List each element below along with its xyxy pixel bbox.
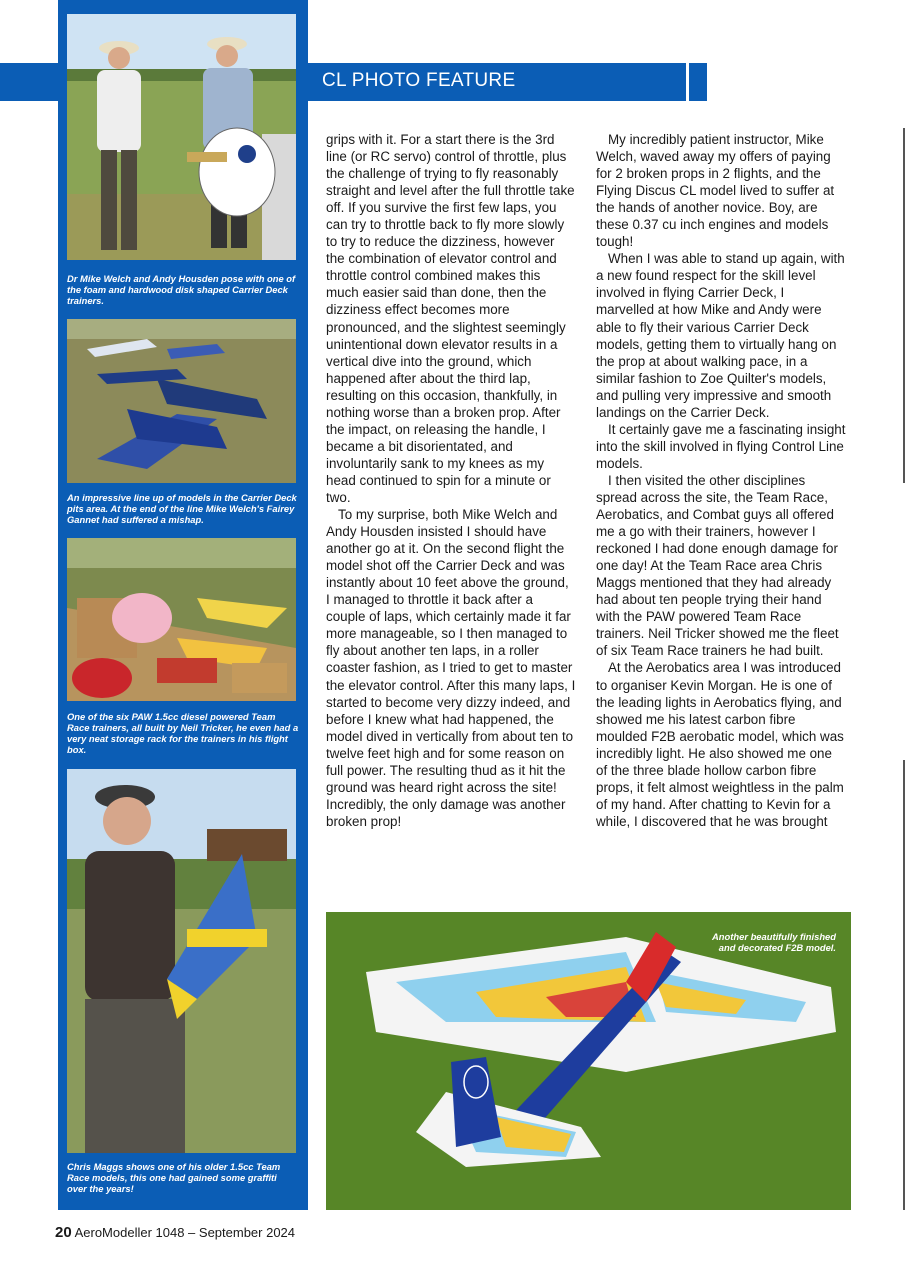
- photo-caption-1: Dr Mike Welch and Andy Housden pose with one of the foam and hardwood disk shaped Carrier Deck trainers.: [67, 273, 296, 306]
- page-footer: [55, 1224, 295, 1241]
- photo-chris-maggs: [67, 769, 296, 1153]
- main-photo-caption: Another beautifully finished and decorated F2B model.: [712, 931, 836, 953]
- photo-flight-box: [67, 538, 296, 701]
- publication-info: AeroModeller 1048 – September 2024: [74, 1225, 296, 1240]
- header-banner-tail: [689, 63, 707, 101]
- article-paragraph: At the Aerobatics area I was introduced to organiser Kevin Morgan. He is one of the leading lights in Aerobatics flying, and showed me his latest carbon fibre moulded F2B aerobatic model, which was incredibly light. He also showed me one of the three blade hollow carbon fibre props, it felt almost weightless in the palm of my hand. After chatting to Kevin for a while, I discovered that he was brought: [596, 660, 844, 829]
- article-column-1: [326, 131, 576, 830]
- header-banner-left: [0, 63, 58, 101]
- page-number: 20: [55, 1224, 72, 1241]
- photo-caption-3: One of the six PAW 1.5cc diesel powered Team Race trainers, all built by Neil Tricker, he even had a very neat storage rack for the trainers in his flight box.: [67, 711, 299, 755]
- article-paragraph: To my surprise, both Mike Welch and Andy Housden insisted I should have another go at it. On the second flight the model shot off the Carrier Deck and was instantly about 10 feet above the ground, I managed to throttle it back after a couple of laps, which certainly made it far more manageable, so I then managed to fly about another ten laps, in a roller coaster fashion, as I tried to get to master the elevator control. After this many laps, I started to become very dizzy indeed, and before I knew what had happened, the model dived in vertically from about ten to twelve feet high and for some reason on full power. The resulting thud as it hit the ground was heard right across the site! Incredibly, the only damage was another broken prop!: [326, 507, 576, 829]
- article-paragraph: My incredibly patient instructor, Mike Welch, waved away my offers of paying for 2 broken props in 2 flights, and the Flying Discus CL model lived to suffer at the hands of another novice. Boy, are these 0.37 cu inch engines and models tough!: [596, 132, 835, 250]
- photo-caption-4: Chris Maggs shows one of his older 1.5cc Team Race models, this one had gained some graffiti over the years!: [67, 1161, 281, 1194]
- section-title: CL PHOTO FEATURE: [322, 70, 516, 91]
- photo-carrier-deck-lineup: [67, 319, 296, 483]
- article-column-2: [596, 131, 846, 830]
- article-paragraph: grips with it. For a start there is the 3rd line (or RC servo) control of throttle, plus the challenge of trying to fly reasonably straight and level after the full throttle take off. If you survive the first few laps, you can try to throttle back to fly more slowly to try to reduce the dizziness, however the combination of elevator control and throttle control combined makes this much easier said than done, then the dizziness effect becomes more pronounced, and the slightest seemingly unintentional down elevator results in a vertical dive into the ground, which happened after about the third lap, resulting on this occasion, thankfully, in nothing worse than a broken prop. After the impact, on releasing the handle, I became a bit disorientated, and involuntarily sank to my knees as my head continued to spin for a minute or two.: [326, 132, 575, 505]
- photo-caption-2: An impressive line up of models in the Carrier Deck pits area. At the end of the line Mike Welch's Fairey Gannet had suffered a mishap.: [67, 492, 297, 525]
- article-paragraph: I then visited the other disciplines spread across the site, the Team Race, Aerobatics, and Combat guys all offered me a go with their trainers, however I reckoned I had done enough damage for one day! At the Team Race area Chris Maggs mentioned that they had already had about ten people trying their hand with the PAW powered Team Race trainers. Neil Tricker showed me the fleet of six Team Race trainers he had built.: [596, 472, 839, 659]
- photo-f2b-model: [326, 912, 851, 1210]
- photo-welch-housden: [67, 14, 296, 260]
- article-paragraph: It certainly gave me a fascinating insight into the skill involved in flying Control Line models.: [596, 421, 846, 471]
- article-paragraph: When I was able to stand up again, with a new found respect for the skill level involved in flying Carrier Deck, I marvelled at how Mike and Andy were able to fly their various Carrier Deck models, getting them to virtually hang on the prop at about walking pace, in a similar fashion to Zoe Quilter's models, and pulling very impressive and smooth landings on the Carrier Deck.: [596, 251, 845, 420]
